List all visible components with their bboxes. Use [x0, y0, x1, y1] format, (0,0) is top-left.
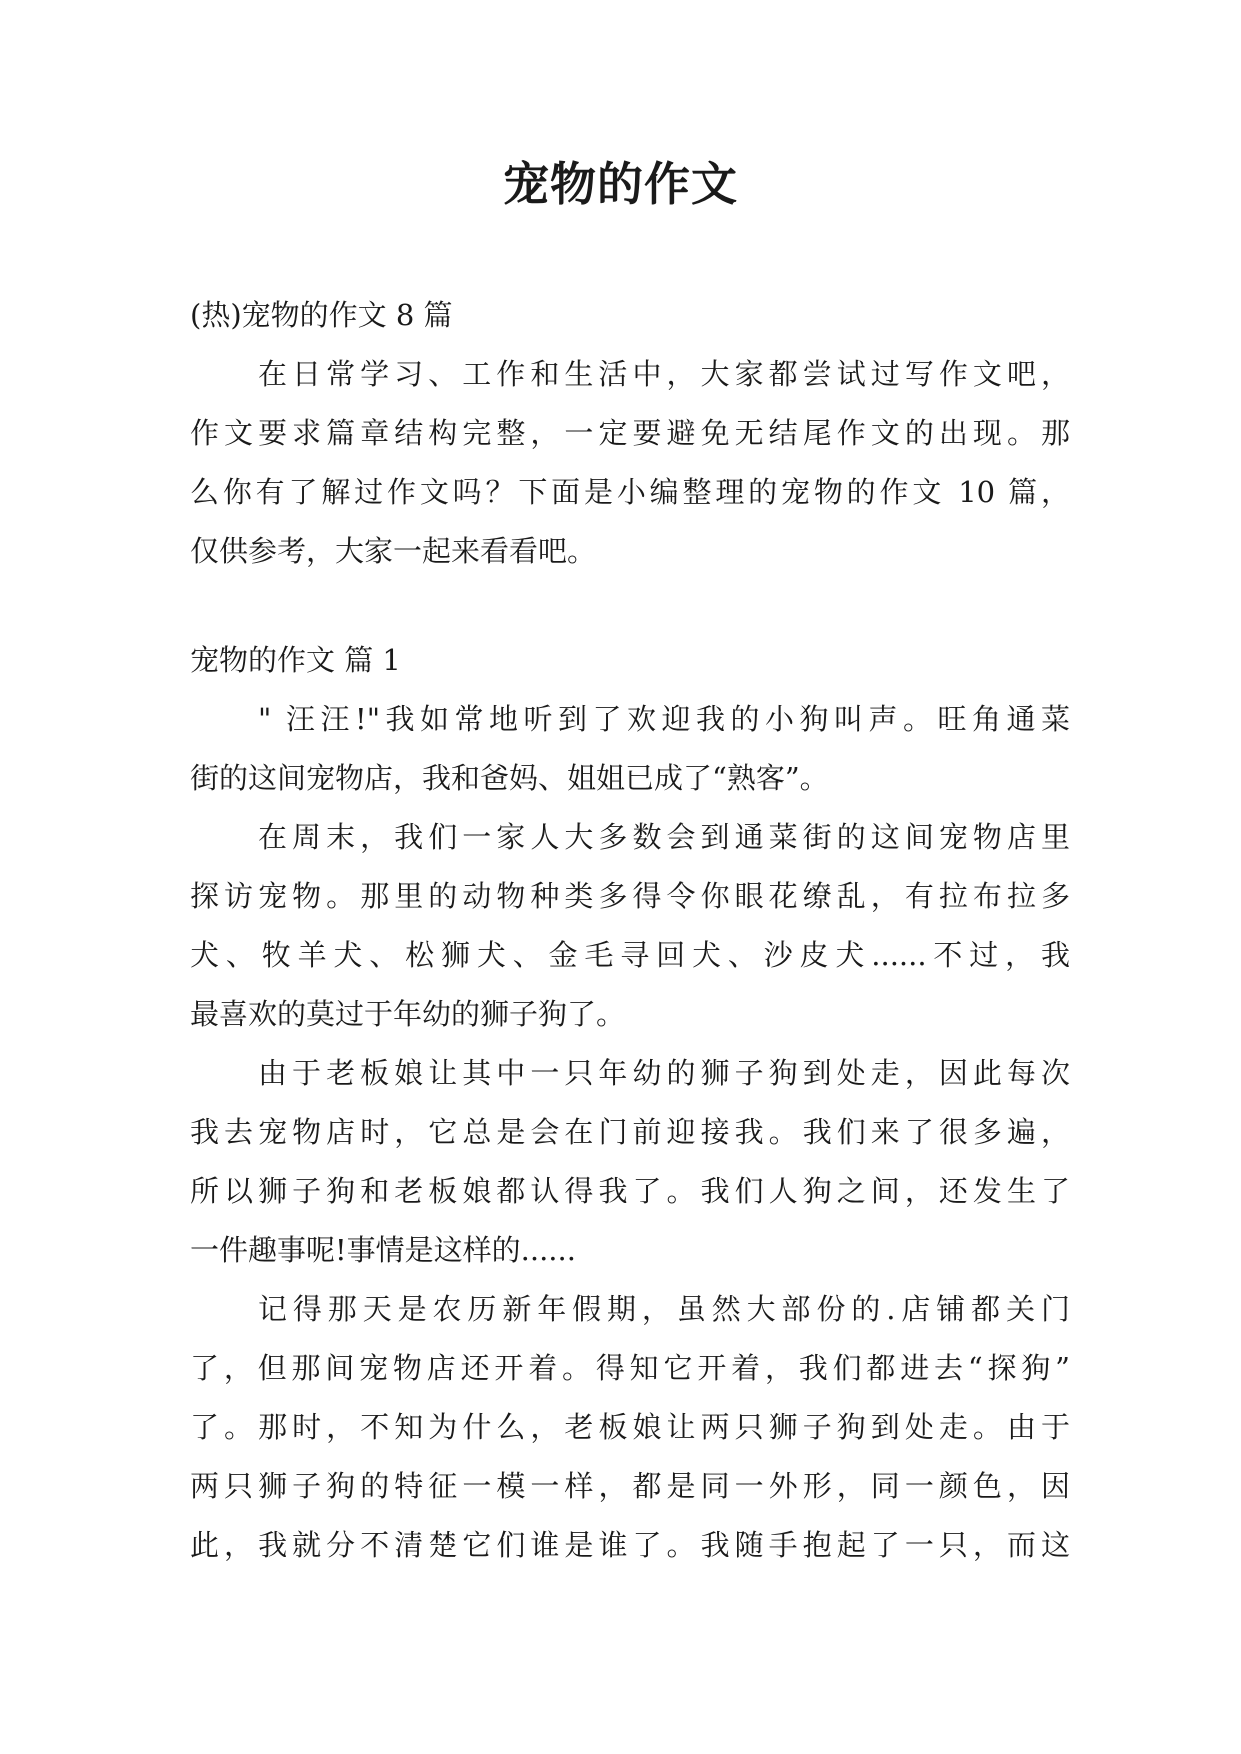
- paragraph-line: 探访宠物。那里的动物种类多得令你眼花缭乱，有拉布拉多: [190, 879, 1070, 913]
- intro-line: 作文要求篇章结构完整，一定要避免无结尾作文的出现。那: [190, 416, 1070, 450]
- paragraph-line: 两只狮子狗的特征一模一样，都是同一外形，同一颜色，因: [190, 1469, 1070, 1503]
- paragraph-line: 在周末，我们一家人大多数会到通菜街的这间宠物店里: [258, 820, 1070, 854]
- paragraph-line: 了，但那间宠物店还开着。得知它开着，我们都进去“探狗”: [190, 1351, 1070, 1385]
- section-heading: 宠物的作文 篇 1: [190, 643, 401, 677]
- paragraph-line: 一件趣事呢!事情是这样的......: [190, 1233, 576, 1267]
- paragraph-line: 由于老板娘让其中一只年幼的狮子狗到处走，因此每次: [258, 1056, 1070, 1090]
- document-title: 宠物的作文: [503, 157, 738, 211]
- paragraph-line: 了。那时，不知为什么，老板娘让两只狮子狗到处走。由于: [190, 1410, 1070, 1444]
- paragraph-line: 我去宠物店时，它总是会在门前迎接我。我们来了很多遍，: [190, 1115, 1070, 1149]
- paragraph-line: " 汪汪!"我如常地听到了欢迎我的小狗叫声。旺角通菜: [258, 702, 1070, 736]
- paragraph-line: 犬、牧羊犬、松狮犬、金毛寻回犬、沙皮犬......不过，我: [190, 938, 1070, 972]
- intro-line: 在日常学习、工作和生活中，大家都尝试过写作文吧，: [258, 357, 1070, 391]
- intro-line: 仅供参考，大家一起来看看吧。: [190, 534, 597, 568]
- document-body: [190, 286, 1070, 1575]
- paragraph-line: 记得那天是农历新年假期，虽然大部份的.店铺都关门: [258, 1292, 1070, 1326]
- intro-heading: (热)宠物的作文 8 篇: [190, 298, 453, 332]
- paragraph-line: 最喜欢的莫过于年幼的狮子狗了。: [190, 997, 626, 1031]
- paragraph-line: 此，我就分不清楚它们谁是谁了。我随手抱起了一只，而这: [190, 1528, 1070, 1562]
- paragraph-line: 所以狮子狗和老板娘都认得我了。我们人狗之间，还发生了: [190, 1174, 1070, 1208]
- section-spacer: [190, 581, 1070, 631]
- paragraph-line: 街的这间宠物店，我和爸妈、姐姐已成了“熟客”。: [190, 761, 829, 795]
- intro-line: 么你有了解过作文吗？下面是小编整理的宠物的作文 10 篇，: [190, 475, 1070, 509]
